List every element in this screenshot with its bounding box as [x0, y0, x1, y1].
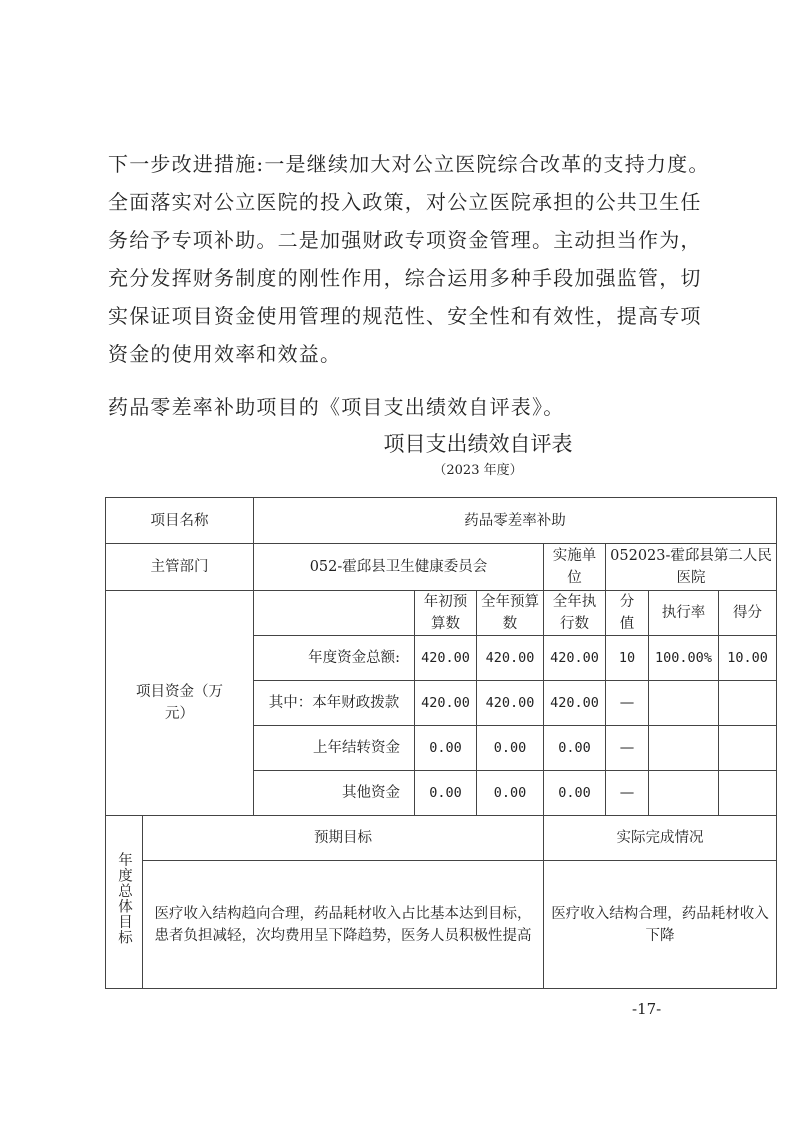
- row-label: 其中：本年财政拨款: [254, 681, 415, 726]
- cell: 420.00: [415, 636, 477, 681]
- paragraph-line: 实保证项目资金使用管理的规范性、安全性和有效性，提高专项: [108, 304, 702, 328]
- page-number: -17-: [632, 1000, 662, 1018]
- cell: 10.00: [719, 636, 777, 681]
- cell: [649, 726, 719, 771]
- header-cell: 得分: [719, 591, 777, 636]
- row-label: 年度资金总额:: [254, 636, 415, 681]
- cell: 0.00: [415, 726, 477, 771]
- unit: 052023-霍邱县第二人民医院: [606, 544, 777, 591]
- dept-label: 主管部门: [106, 544, 254, 591]
- goal-label: [106, 816, 143, 989]
- unit-label: 实施单位: [544, 544, 606, 591]
- header-cell: 执行率: [649, 591, 719, 636]
- table-title: 项目支出绩效自评表: [383, 432, 573, 456]
- empty-cell: [254, 591, 415, 636]
- actual-text: 医疗收入结构合理，药品耗材收入下降: [544, 861, 777, 989]
- paragraph-line: 资金的使用效率和效益。: [108, 342, 342, 366]
- cell: 420.00: [477, 681, 544, 726]
- project-name-label: 项目名称: [106, 498, 254, 544]
- paragraph-line: 全面落实对公立医院的投入政策，对公立医院承担的公共卫生任: [108, 190, 702, 214]
- expected-label: 预期目标: [143, 816, 544, 861]
- cell: [649, 771, 719, 816]
- cell: [719, 771, 777, 816]
- cell: 0.00: [415, 771, 477, 816]
- cell: [649, 681, 719, 726]
- cell: 0.00: [477, 726, 544, 771]
- funds-label: 项目资金（万元）: [106, 591, 254, 816]
- project-name: 药品零差率补助: [254, 498, 777, 544]
- paragraph-line: 务给予专项补助。二是加强财政专项资金管理。主动担当作为，: [108, 228, 702, 252]
- cell: 420.00: [544, 681, 606, 726]
- dept: 052-霍邱县卫生健康委员会: [254, 544, 544, 591]
- cell: 420.00: [415, 681, 477, 726]
- row-label: 其他资金: [254, 771, 415, 816]
- expected-text: 医疗收入结构趋向合理，药品耗材收入占比基本达到目标，患者负担减轻，次均费用呈下降趋势，医务人员积极性提高: [143, 861, 544, 989]
- cell: [719, 681, 777, 726]
- actual-label: 实际完成情况: [544, 816, 777, 861]
- header-cell: 全年执行数: [544, 591, 606, 636]
- paragraph-line: 充分发挥财务制度的刚性作用，综合运用多种手段加强监管，切: [108, 266, 702, 290]
- header-cell: 年初预算数: [415, 591, 477, 636]
- cell: —: [606, 681, 649, 726]
- cell: 0.00: [544, 726, 606, 771]
- cell: 10: [606, 636, 649, 681]
- cell: [719, 726, 777, 771]
- cell: 0.00: [477, 771, 544, 816]
- goals-table: [105, 815, 777, 989]
- header-cell: 分值: [606, 591, 649, 636]
- funds-table: [105, 497, 777, 816]
- cell: 420.00: [544, 636, 606, 681]
- row-label: 上年结转资金: [254, 726, 415, 771]
- cell: —: [606, 771, 649, 816]
- header-cell: 全年预算数: [477, 591, 544, 636]
- cell: 0.00: [544, 771, 606, 816]
- cell: —: [606, 726, 649, 771]
- goal-label-text: 年度总体目标: [116, 852, 132, 945]
- paragraph-line: 药品零差率补助项目的《项目支出绩效自评表》。: [108, 395, 565, 419]
- table-year: （2023 年度）: [433, 463, 523, 478]
- cell: 100.00%: [649, 636, 719, 681]
- cell: 420.00: [477, 636, 544, 681]
- paragraph-line: 下一步改进措施:一是继续加大对公立医院综合改革的支持力度。: [108, 152, 710, 176]
